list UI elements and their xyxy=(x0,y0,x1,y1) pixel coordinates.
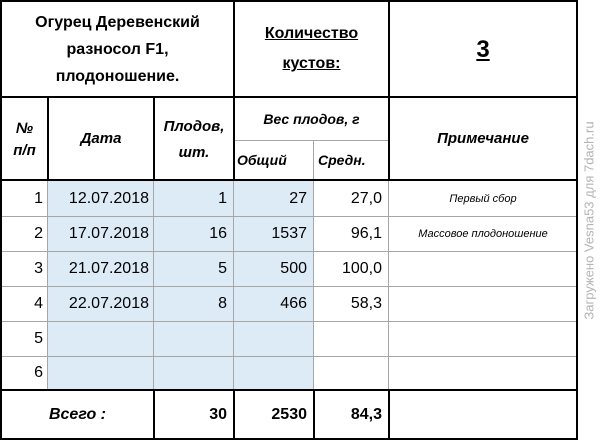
row-2-total[interactable]: 1537 xyxy=(271,225,307,242)
row-3-total[interactable]: 500 xyxy=(280,260,307,277)
row-4-avg: 58,3 xyxy=(350,295,382,312)
row-6-note[interactable] xyxy=(390,357,576,389)
header-weight-avg: Средн. xyxy=(318,152,366,168)
totals-label: Всего : xyxy=(48,405,107,423)
totals-avg: 84,3 xyxy=(350,405,382,423)
row-1-count[interactable]: 1 xyxy=(218,189,227,207)
totals-count: 30 xyxy=(209,405,227,423)
row-6-count[interactable] xyxy=(154,357,233,389)
row-4-note[interactable] xyxy=(390,287,576,321)
header-fruits xyxy=(155,110,233,170)
header-weight-group: Вес плодов, г xyxy=(263,111,360,127)
header-num-line2: п/п xyxy=(13,142,36,159)
bushes-value: 3 xyxy=(476,36,490,63)
row-6-num: 6 xyxy=(34,364,43,381)
row-4-date[interactable]: 22.07.2018 xyxy=(68,295,149,312)
row-6-avg xyxy=(314,357,388,389)
row-5-num: 5 xyxy=(34,330,43,347)
row-1-total[interactable]: 27 xyxy=(289,189,307,207)
header-weight-total: Общий xyxy=(237,152,287,168)
row-2-note[interactable]: Массовое плодоношение xyxy=(418,228,548,240)
row-3-date[interactable]: 21.07.2018 xyxy=(68,260,149,277)
totals-weight: 2530 xyxy=(271,405,307,423)
row-5-date[interactable] xyxy=(48,322,153,356)
row-1-note[interactable]: Первый сбор xyxy=(449,192,517,205)
header-num-line1: № xyxy=(15,120,34,137)
row-5-count[interactable] xyxy=(154,322,233,356)
crop-title-line2: разносол F1, xyxy=(66,40,169,58)
crop-title-line3: плодоношение. xyxy=(55,67,180,85)
row-3-avg: 100,0 xyxy=(341,260,382,277)
header-date: Дата xyxy=(80,129,122,147)
row-1-avg: 27,0 xyxy=(350,189,382,207)
row-5-avg xyxy=(314,322,388,356)
row-3-note[interactable] xyxy=(390,252,576,286)
bushes-label-line2: кустов: xyxy=(282,55,341,72)
header-fruits-line2: шт. xyxy=(178,144,210,161)
row-2-count[interactable]: 16 xyxy=(209,225,227,242)
row-5-note[interactable] xyxy=(390,322,576,356)
row-1-num: 1 xyxy=(34,189,43,207)
row-4-count[interactable]: 8 xyxy=(218,295,227,312)
row-3-num: 3 xyxy=(34,260,43,277)
totals-note xyxy=(390,391,576,438)
row-4-num: 4 xyxy=(34,295,43,312)
watermark-text: Загружено Vesna53 для 7dach.ru xyxy=(581,120,597,320)
bushes-label xyxy=(235,14,388,84)
watermark xyxy=(578,0,600,440)
header-num xyxy=(2,110,47,170)
row-2-num: 2 xyxy=(34,225,43,242)
row-2-avg: 96,1 xyxy=(350,225,382,242)
row-6-date[interactable] xyxy=(48,357,153,389)
row-3-count[interactable]: 5 xyxy=(218,260,227,277)
crop-title xyxy=(2,4,233,94)
row-6-total[interactable] xyxy=(234,357,313,389)
row-5-total[interactable] xyxy=(234,322,313,356)
bushes-label-line1: Количество xyxy=(264,25,359,42)
crop-title-line1: Огурец Деревенский xyxy=(35,13,200,31)
header-fruits-line1: Плодов, xyxy=(163,118,225,135)
row-4-total[interactable]: 466 xyxy=(280,295,307,312)
row-2-date[interactable]: 17.07.2018 xyxy=(68,225,149,242)
header-note: Примечание xyxy=(437,129,529,147)
row-1-date[interactable]: 12.07.2018 xyxy=(68,189,149,207)
